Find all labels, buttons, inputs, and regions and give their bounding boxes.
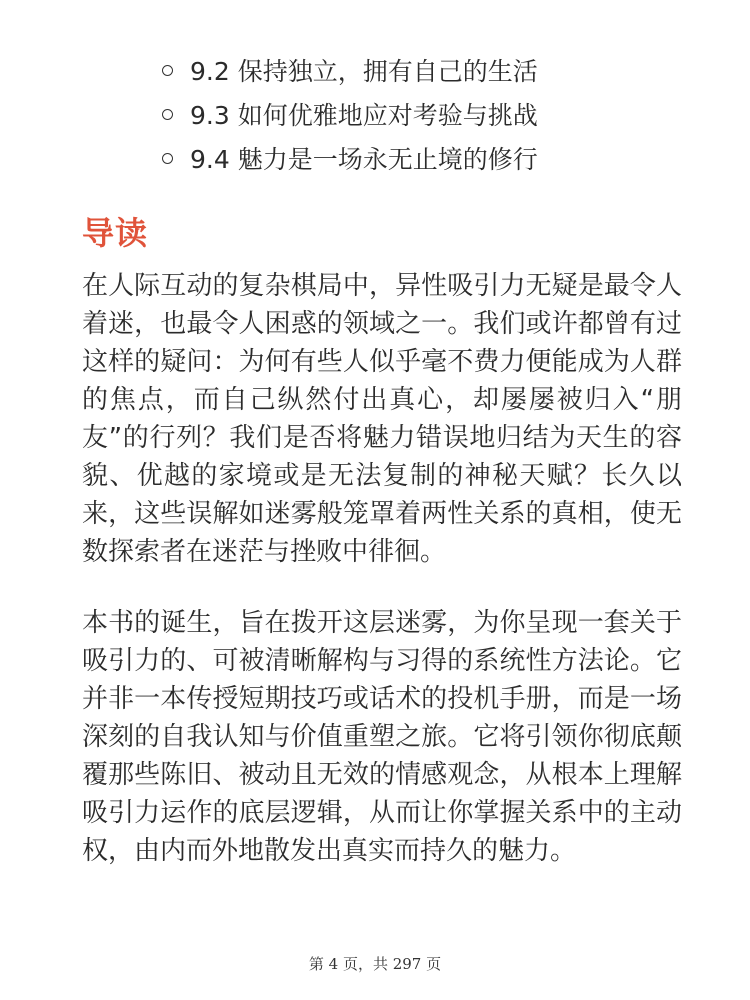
- toc-item: [160, 96, 538, 140]
- circle-bullet-icon: [162, 109, 173, 120]
- toc-item: [160, 140, 538, 184]
- toc-list: [160, 52, 538, 184]
- body-paragraph: 在人际互动的复杂棋局中，异性吸引力无疑是最令人着迷，也最令人困惑的领域之一。我们或许都曾有过这样的疑问：为何有些人似乎毫不费力便能成为人群的焦点，而自己纵然付出真心，却屡屡被归入“朋友”的行列？我们是否将魅力错误地归结为天生的容貌、优越的家境或是无法复制的神秘天赋？长久以来，这些误解如迷雾般笼罩着两性关系的真相，使无数探索者在迷茫与挫败中徘徊。: [82, 271, 682, 567]
- section-heading: 导读: [82, 214, 149, 252]
- circle-bullet-icon: [162, 153, 173, 164]
- page-number: 第 4 页，共 297 页: [308, 955, 442, 973]
- toc-item-label: 9.4 魅力是一场永无止境的修行: [190, 145, 538, 174]
- toc-item: [160, 52, 538, 96]
- circle-bullet-icon: [162, 65, 173, 76]
- toc-item-label: 9.2 保持独立，拥有自己的生活: [190, 57, 538, 86]
- body-paragraph: 本书的诞生，旨在拨开这层迷雾，为你呈现一套关于吸引力的、可被清晰解构与习得的系统性方法论。它并非一本传授短期技巧或话术的投机手册，而是一场深刻的自我认知与价值重塑之旅。它将引领你彻底颠覆那些陈旧、被动且无效的情感观念，从根本上理解吸引力运作的底层逻辑，从而让你掌握关系中的主动权，由内而外地散发出真实而持久的魅力。: [82, 608, 682, 866]
- toc-item-label: 9.3 如何优雅地应对考验与挑战: [190, 101, 538, 130]
